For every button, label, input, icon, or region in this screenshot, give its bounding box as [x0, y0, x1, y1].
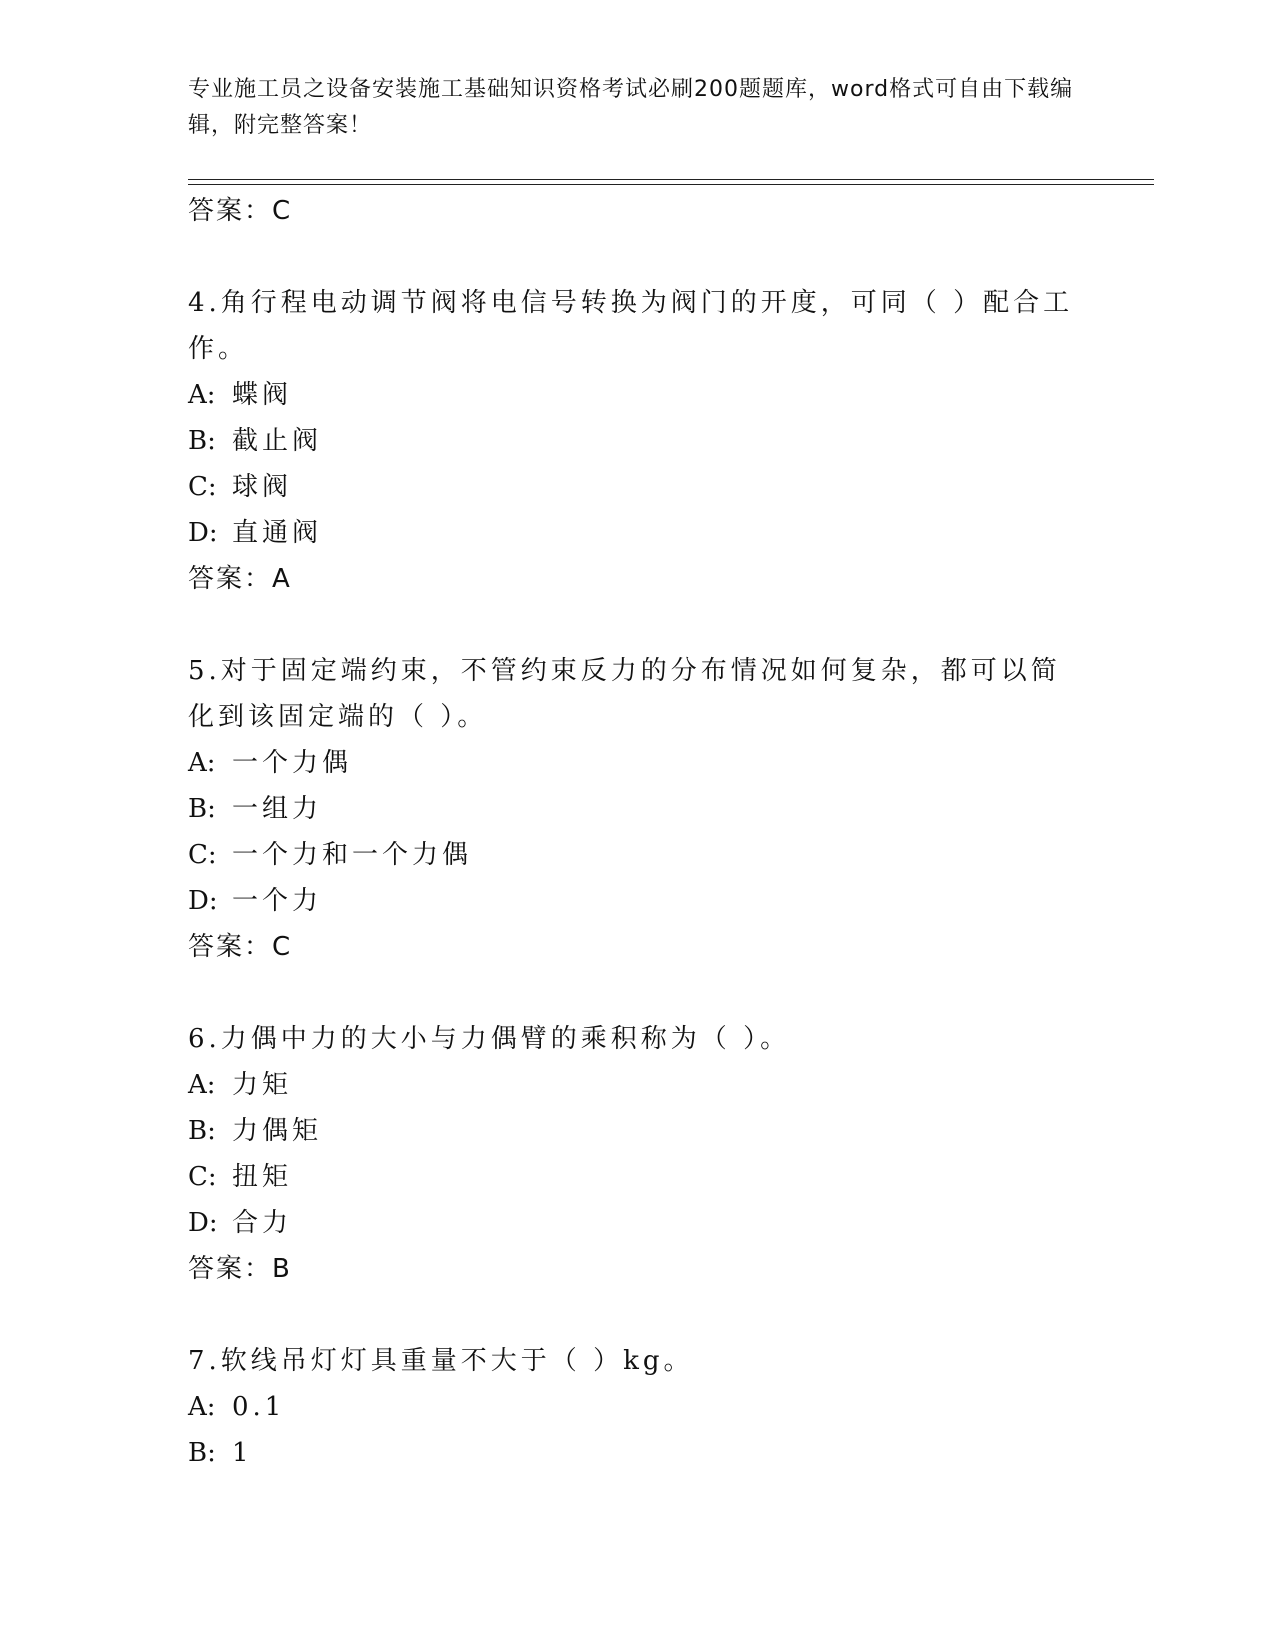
option-text: 合力 [232, 1208, 293, 1238]
option-a [188, 1384, 1088, 1430]
option-key: D: [188, 1208, 218, 1238]
question-text: 7.软线吊灯灯具重量不大于（ ）kg。 [188, 1346, 694, 1376]
option-key: D: [188, 518, 218, 548]
spacer [188, 234, 1088, 280]
option-text: 直通阀 [232, 518, 323, 548]
option-d [188, 510, 1088, 556]
question-text: 6.力偶中力的大小与力偶臂的乘积称为（ ）。 [188, 1024, 791, 1054]
option-text: 截止阀 [232, 426, 323, 456]
header-divider-bottom [188, 184, 1154, 185]
option-b [188, 1430, 1088, 1476]
answer-label: 答案： [188, 564, 273, 594]
answer-line [188, 924, 1088, 970]
option-text: 一组力 [232, 794, 323, 824]
answer-label: 答案： [188, 1254, 273, 1284]
answer-line [188, 188, 1088, 234]
option-c [188, 464, 1088, 510]
option-key: A: [188, 1392, 216, 1422]
option-d [188, 1200, 1088, 1246]
option-b [188, 786, 1088, 832]
answer-value: A [272, 564, 290, 594]
spacer [188, 1292, 1088, 1338]
option-b [188, 418, 1088, 464]
answer-line [188, 556, 1088, 602]
option-a [188, 372, 1088, 418]
option-d [188, 878, 1088, 924]
option-key: C: [188, 1162, 217, 1192]
document-header: 专业施工员之设备安装施工基础知识资格考试必刷200题题库，word格式可自由下载编辑，附完整答案！ [188, 77, 1074, 138]
answer-value: C [272, 196, 291, 226]
answer-value: B [272, 1254, 290, 1284]
question-text: 4.角行程电动调节阀将电信号转换为阀门的开度，可同（ ）配合工作。 [188, 288, 1074, 364]
option-text: 力矩 [232, 1070, 293, 1100]
option-key: B: [188, 426, 216, 456]
question-list [188, 188, 1088, 1476]
option-text: 力偶矩 [232, 1116, 323, 1146]
option-key: C: [188, 472, 217, 502]
option-key: A: [188, 1070, 216, 1100]
option-a [188, 1062, 1088, 1108]
option-text: 一个力 [232, 886, 323, 916]
option-text: 球阀 [232, 472, 293, 502]
answer-value: C [272, 932, 291, 962]
option-key: B: [188, 1438, 216, 1468]
option-key: D: [188, 886, 218, 916]
option-text: 0.1 [232, 1392, 286, 1422]
question-text: 5.对于固定端约束，不管约束反力的分布情况如何复杂，都可以简化到该固定端的（ ）。 [188, 656, 1061, 732]
option-a [188, 740, 1088, 786]
option-key: C: [188, 840, 217, 870]
option-text: 一个力偶 [232, 748, 353, 778]
option-key: B: [188, 1116, 216, 1146]
option-c [188, 1154, 1088, 1200]
option-key: A: [188, 380, 216, 410]
answer-label: 答案： [188, 932, 273, 962]
header-divider-top [188, 179, 1154, 180]
option-b [188, 1108, 1088, 1154]
spacer [188, 602, 1088, 648]
option-text: 蝶阀 [232, 380, 293, 410]
option-key: A: [188, 748, 216, 778]
option-key: B: [188, 794, 216, 824]
answer-line [188, 1246, 1088, 1292]
spacer [188, 970, 1088, 1016]
option-text: 一个力和一个力偶 [232, 840, 473, 870]
option-text: 扭矩 [232, 1162, 293, 1192]
answer-label: 答案： [188, 196, 273, 226]
option-text: 1 [232, 1438, 253, 1468]
option-c [188, 832, 1088, 878]
